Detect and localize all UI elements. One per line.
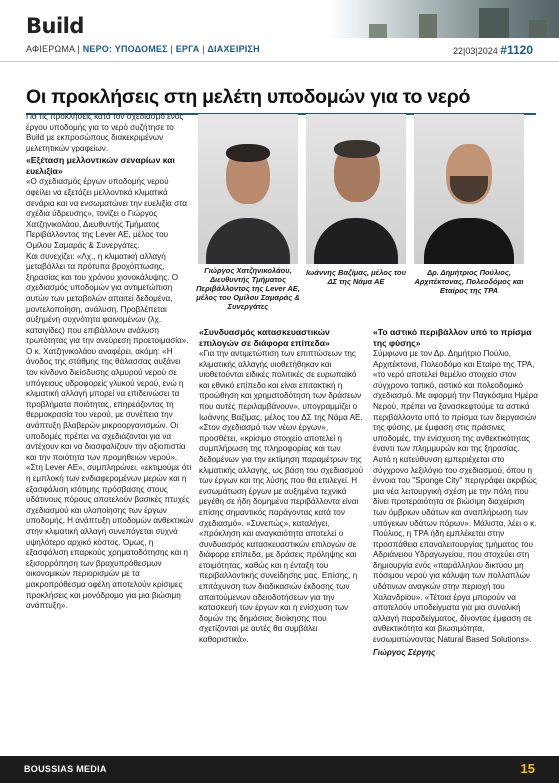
subheading-1: «Εξέταση μελλοντικών σεναρίων και ευελιξία» (26, 155, 175, 176)
header-photo (329, 0, 559, 38)
page-footer (0, 756, 559, 783)
article-title: Οι προκλήσεις στη μελέτη υποδομών για το νερό (26, 86, 536, 115)
page-header (0, 0, 559, 62)
issue-date: 22|03|2024 (453, 46, 498, 56)
subheading-2: «Συνδυασμός κατασκευαστικών επιλογών σε διάφορα επίπεδα» (199, 327, 330, 348)
paragraph: «Για την αντιμετώπιση των επιπτώσεων της κλιματικής αλλαγής υιοθετήθηκαν και υιοθετούνται ειδικές πολιτικές σε ευρωπαϊκό και εθνικό επίπεδο και είναι επιτακτική η προώθηση και χρηματοδότηση των δράσεων που αυτές περιλαμβάνουν», υπογραμμίζει ο Ιωάννης Βαζίμας, μέλος του ΔΣ της Νάμα ΑΕ. «Στον σχεδιασμό των νέων έργων», προσθέτει, «κρίσιμο στοιχείο αποτελεί η συμπλήρωση της πληροφορίας και των δεδομένων για την εκτίμηση παραμέτρων της κλιματικής αλλαγής, ως βάση του σχεδιασμού των έργων και της λύσης που θα επιλεγεί. Η ενσωμάτωση έργων με αυξημένα τεχνικά μεγέθη σε ήδη δομημένα περιβάλλοντα είναι επίσης σημαντικός παράγοντας κατά τον σχεδιασμό». «Συνεπώς», καταλήγει, «πρόκληση και αναγκαιότητα αποτελεί ο συνδυασμός κατασκευαστικών επιλογών σε διάφορα επίπεδα, με δράσεις πρόληψης και ετοιμότητας, καθώς και η ένταξη του περιβαλλοντικής συνείδησης μας. Επίσης, η επιτάχυνση των διαδικασιών έκδοσης των απαιτούμενων αδειοδοτήσεων για την κατασκευή των έργων και η ενίσχυση των δομών της δημόσιας διοίκησης που σχετίζονται με αυτές θα συμβάλει καθοριστικά». (199, 349, 364, 645)
magazine-brand: Build (26, 14, 84, 38)
page-number: 15 (520, 761, 535, 776)
paragraph: Ο κ. Χατζηνικολάου αναφέρει, ακόμη: «Η άνοδος της στάθμης της θάλασσας αυξάνει τον κίνδυνο διείσδυσης αλμυρού νερού σε υπόγειους υδροφορείς γλυκού νερού, ενώ η κλιματική αλλαγή μπορεί να επιδεινώσει τα προβλήματα ποιότητας, επηρεάζοντας τη θερμοκρασία του νερού, με συνέπεια την ανάπτυξη βλαβερών μικροοργανισμών. Οι υποδομές πρέπει να σχεδιάζονται για να αντέχουν και να διασφαλίζουν την αξιοπιστία και την ποιότητα των προμηθειών νερού». «Στη Lever AE», συμπληρώνει, «εκτιμούμε ότι η εμπλοκή των ενδιαφερομένων μερών και η εξασφάλιση ισότιμης πρόσβασης στους υδάτινους πόρους αποτελούν βασικές πτυχές σχεδιασμού και υλοποίησης των έργων υποδομής. Η ανάπτυξη υποδομών ανθεκτικών στην κλιματική αλλαγή συνεπάγεται συχνά υψηλότερο αρχικό κόστος. Όμως, η εξασφάλιση επαρκούς χρηματοδότησης και η εξισορρόπηση των βραχυπρόθεσμων οικονομικών περιορισμών με τα μακροπρόθεσμα οφέλη αποτελούν κρίσιμες προκλήσεις και μονόδρομο για μια βιώσιμη ανάπτυξη». (26, 346, 194, 611)
paragraph: Και συνεχίζει: «Λχ., η κλιματική αλλαγή μεταβάλλει τα πρότυπα βροχόπτωσης, ξηρασίας και του χρόνου χιονοκάλυψης. Ο σχεδιασμός υποδομών για αντιμετώπιση αυτών των μεταβολών απαιτεί δεδομένα, μοντελοποίηση, ανάλυση. Προβλέπεται αυξημένη συχνότητα φαινομένων (λχ. καταιγίδες) που επιβάλλουν ανάλυση τρωτότητας για την ανεύρεση προετοιμασία». (26, 251, 189, 346)
section-label: ΑΦΙΕΡΩΜΑ | ΝΕΡΟ: ΥΠΟΔΟΜΕΣ | ΕΡΓΑ | ΔΙΑΧΕΙΡΙΣΗ (26, 44, 260, 54)
caption-2: Ιωάννης Βαζίμας, μέλος του ΔΣ της Νάμα ΑΕ (305, 268, 407, 286)
issue-number: #1120 (500, 43, 533, 57)
byline: Γιώργος Σέργης (373, 647, 436, 657)
portrait-photo-2 (306, 114, 406, 264)
caption-1: Γιώργος Χατζηνικολάου, Διευθυντής Τμήματος Περιβάλλοντος της Lever AE, μέλος του Ομίλου Σαμαράς & Συνεργάτες (196, 266, 300, 311)
column-2 (199, 326, 367, 646)
paragraph: Σύμφωνα με τον Δρ. Δημήτριο Πούλιο, Αρχιτέκτονα, Πολεοδόμο και Εταίρο της TPA, «το νερό αποτελεί θεμέλιο στοιχείο στον σύγχρονο τοπικό, αστικό και πολεοδομικό σχεδιασμό. Με αφορμή την Παγκόσμια Ημέρα Νερού, πρέπει να ξανασκεφτούμε τα αστικά περιβάλλοντα υπό το πρίσμα των διεργασιών της φύσης, με έμφαση στις πράσινες υποδομές, την ενίσχυση της ανθεκτικότητας έναντι των πλημμυρών και της ξηρασίας. Αυτό η κατεύθυνση εμπεριέχεται στο σύγχρονο λεξιλόγιο του σχεδιασμού, όπου η έννοια του "Sponge City" περιγράφει ακριβώς μια νέα λειτουργική σχέση με την πόλη που δίνει προτεραιότητα σε βιώσιμη διαχείριση των όμβριων υδάτων και αναπλήρωση των υπόγειων υδάτων πόρων». Μάλιστα, λέει ο κ. Πούλιος, η TPA ήδη εμπλέκεται στην προσπάθεια επαναλειτουργίας τμήματος του Αδριάνειου Υδραγωγείου, που στοχεύει στη δημιουργία ενός «παράλληλου δικτύου μη πόσιμου νερού για κάλυψη των πολλαπλών υδάτινων αναγκών στην περιοχή του Χαλανδρίου». «Τέτοια έργα μπορούν να αποτελούν υποδείγματα για μια συναλική αλλαγή παραδείγματος, δίνοντας έμφαση σε ανθεκτικότητα και βιωσιμότητα, ενσωματώνοντας Natural Based Solutions». (373, 349, 538, 645)
publisher-name: BOUSSIAS MEDIA (24, 764, 107, 774)
paragraph: «Ο σχεδιασμός έργων υποδομής νερού οφείλει να εξετάζει μελλοντικά κλιματικά σενάρια και να ενσωματώνει την ευελιξία στα σχέδια ύδρευσης», τονίζει ο Γιώργος Χατζηνικολάου, Διευθυντής Τμήματος Περιβάλλοντος της Lever AE, μέλος του Ομίλου Σαμαράς & Συνεργάτες. (26, 177, 187, 250)
column-1 (26, 112, 194, 612)
caption-3: Δρ. Δημήτριος Πούλιος, Αρχιτέκτονας, Πολεοδόμος και Εταίρος της TPA (414, 268, 524, 295)
portrait-photo-3 (414, 114, 524, 264)
subheading-3: «Το αστικό περιβάλλον υπό το πρίσμα της φύσης» (373, 327, 532, 348)
column-3 (373, 326, 538, 658)
article-intro: Για τις προκλήσεις κατά τον σχεδιασμό ενός έργου υποδομής για το νερό συζήτησε το Build με εκπροσώπους διακεκριμένων μελετητικών γραφείων. (26, 112, 184, 153)
issue-info (453, 43, 533, 57)
portrait-photo-1 (198, 114, 298, 264)
